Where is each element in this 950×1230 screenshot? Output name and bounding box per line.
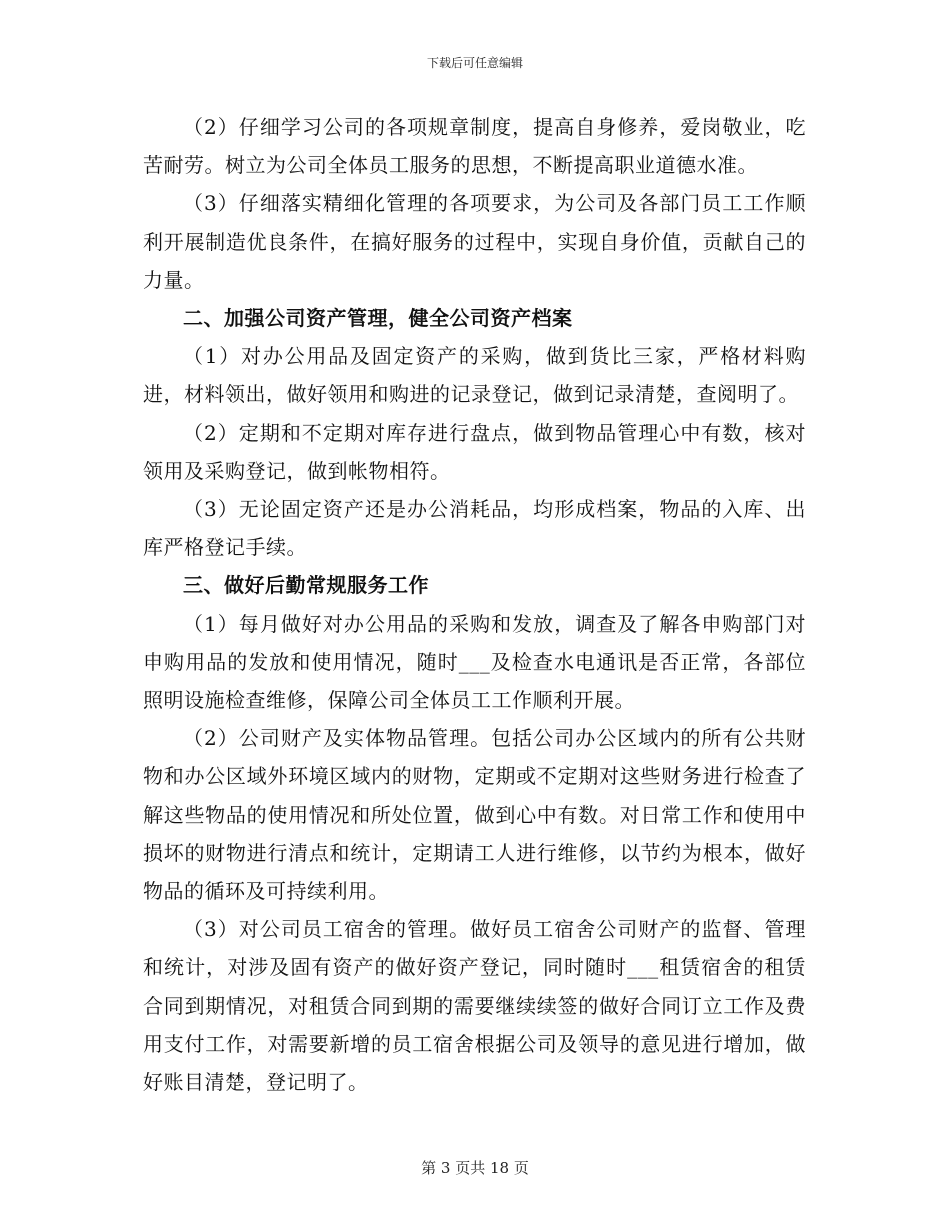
document-body <box>143 108 806 1101</box>
section-heading-3: 三、做好后勤常规服务工作 <box>183 573 429 598</box>
page-header: 下载后可任意编辑 <box>426 56 523 70</box>
paragraph-service-2: （2）公司财产及实体物品管理。包括公司办公区域内的所有公共财物和办公区域外环境区域内的财物，定期或不定期对这些财务进行检查了解这些物品的使用情况和所处位置，做到心中有数。对日常工作和使用中损坏的财物进行清点和统计，定期请工人进行维修，以节约为根本，做好物品的循环及可持续利用。 <box>143 726 806 904</box>
paragraph-item-2: （2）仔细学习公司的各项规章制度，提高自身修养，爱岗敬业，吃苦耐劳。树立为公司全体员工服务的思想，不断提高职业道德水准。 <box>143 115 806 178</box>
paragraph-asset-3: （3）无论固定资产还是办公消耗品，均形成档案，物品的入库、出库严格登记手续。 <box>143 497 806 560</box>
paragraph-asset-1: （1）对办公用品及固定资产的采购，做到货比三家，严格材料购进，材料领出，做好领用和购进的记录登记，做到记录清楚，查阅明了。 <box>143 344 806 407</box>
paragraph-item-3: （3）仔细落实精细化管理的各项要求，为公司及各部门员工工作顺利开展制造优良条件，在搞好服务的过程中，实现自身价值，贡献自己的力量。 <box>143 191 806 292</box>
page-footer: 第 3 页共 18 页 <box>421 1159 529 1177</box>
paragraph-asset-2: （2）定期和不定期对库存进行盘点，做到物品管理心中有数，核对领用及采购登记，做到帐物相符。 <box>143 420 806 483</box>
paragraph-service-1: （1）每月做好对办公用品的采购和发放，调查及了解各申购部门对申购用品的发放和使用情况，随时___及检查水电通讯是否正常，各部位照明设施检查维修，保障公司全体员工工作顺利开展。 <box>143 611 806 713</box>
section-heading-2: 二、加强公司资产管理，健全公司资产档案 <box>183 306 573 331</box>
paragraph-service-3: （3）对公司员工宿舍的管理。做好员工宿舍公司财产的监督、管理和统计，对涉及固有资产的做好资产登记，同时随时___租赁宿舍的租赁合同到期情况，对租赁合同到期的需要继续续签的做好合同订立工作及费用支付工作，对需要新增的员工宿舍根据公司及领导的意见进行增加，做好账目清楚，登记明了。 <box>143 917 806 1095</box>
